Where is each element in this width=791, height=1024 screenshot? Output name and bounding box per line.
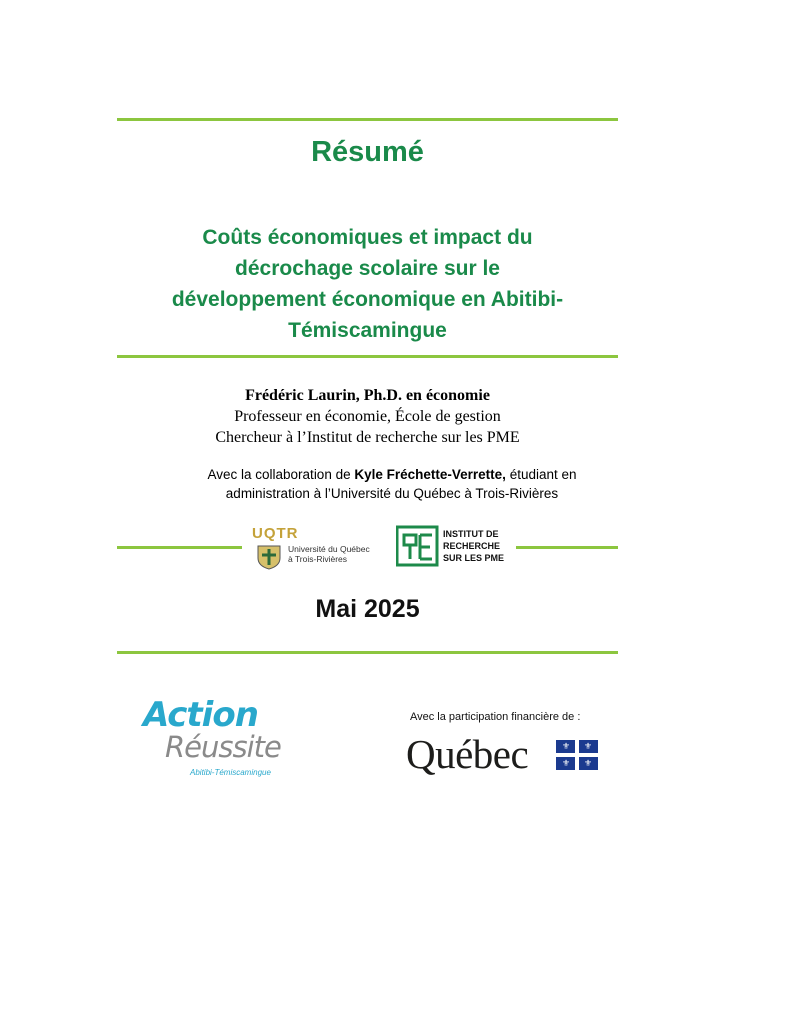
quebec-wordmark: Québec xyxy=(406,731,529,777)
uqtr-caption-line: Université du Québec xyxy=(288,544,370,554)
action-reussite-logo xyxy=(143,697,303,787)
ar-word-action: Action xyxy=(143,695,258,735)
funding-caption: Avec la participation financière de : xyxy=(410,711,581,723)
fleur-de-lis-icon: ⚜ xyxy=(561,758,571,768)
uqtr-caption-line: à Trois-Rivières xyxy=(288,554,348,564)
logo-divider-right xyxy=(516,546,618,549)
date-divider xyxy=(117,651,618,654)
collaboration-note xyxy=(117,465,667,503)
fleur-de-lis-icon: ⚜ xyxy=(583,741,593,751)
fleur-de-lis-icon: ⚜ xyxy=(561,741,571,751)
collaborator-name: Kyle Fréchette-Verrette, xyxy=(354,467,506,482)
inrpme-text xyxy=(443,528,504,564)
quebec-flag-icon xyxy=(556,740,598,770)
inrpme-line: SUR LES PME xyxy=(443,553,505,563)
author-name: Frédéric Laurin, Ph.D. en économie xyxy=(245,387,490,404)
author-affiliation: Chercheur à l’Institut de recherche sur les PME xyxy=(215,429,520,446)
publication-date: Mai 2025 xyxy=(315,595,420,623)
uqtr-logo xyxy=(252,527,372,571)
top-divider xyxy=(117,118,618,121)
collab-line2: administration à l’Université du Québec à Trois-Rivières xyxy=(225,486,559,501)
inrpme-logo xyxy=(396,525,516,569)
report-subtitle xyxy=(117,222,618,346)
fleur-de-lis-icon: ⚜ xyxy=(583,758,593,768)
shield-icon xyxy=(256,544,282,570)
subtitle-divider xyxy=(117,355,618,358)
collab-suffix: étudiant en xyxy=(505,467,577,482)
subtitle-line: décrochage scolaire sur le xyxy=(235,257,500,280)
ar-word-reussite: Réussite xyxy=(165,730,281,764)
author-block xyxy=(117,385,618,448)
subtitle-line: Coûts économiques et impact du xyxy=(202,226,533,249)
uqtr-wordmark: UQTR xyxy=(252,525,299,542)
ar-region: Abitibi-Témiscamingue xyxy=(190,768,271,777)
logo-divider-left xyxy=(117,546,242,549)
inrpme-line: INSTITUT DE xyxy=(443,529,499,539)
author-title: Professeur en économie, École de gestion xyxy=(234,408,501,425)
collab-prefix: Avec la collaboration de xyxy=(207,467,355,482)
inrpme-mark-icon xyxy=(396,525,440,569)
page-title: Résumé xyxy=(311,136,424,168)
inrpme-line: RECHERCHE xyxy=(443,541,501,551)
subtitle-line: développement économique en Abitibi- xyxy=(171,288,564,311)
uqtr-caption xyxy=(288,544,370,564)
subtitle-line: Témiscamingue xyxy=(288,319,447,342)
